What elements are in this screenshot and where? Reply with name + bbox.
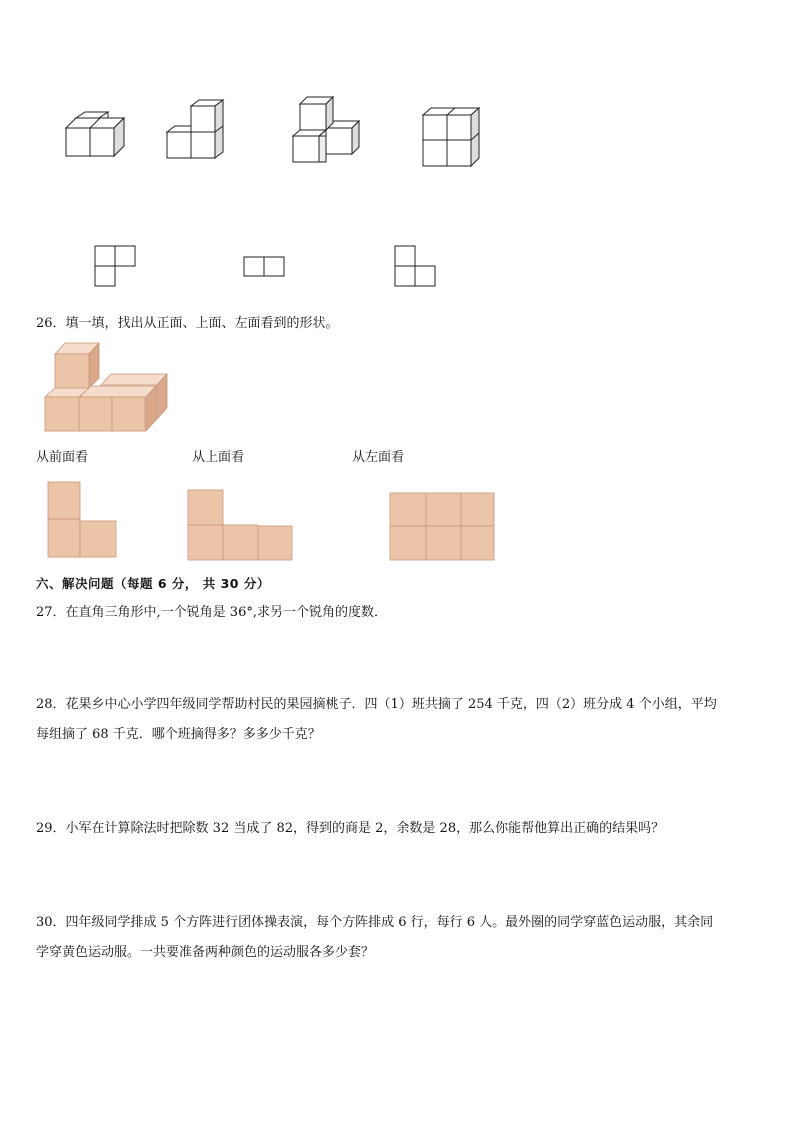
label-left-view: 从左面看	[352, 450, 405, 465]
problem-28-line-2: 每组摘了 68 千克．哪个班摘得多？多多少千克？	[36, 727, 321, 742]
problem-28-line-1: 28．花果乡中心小学四年级同学帮助村民的果园摘桃子．四（1）班共摘了 254 千克，四（2）班分成 4 个小组，平均	[36, 697, 717, 712]
label-top-view: 从上面看	[192, 450, 245, 465]
section-title: 六、解决问题（每题 6 分， 共 30 分）	[36, 576, 270, 591]
problem-30	[36, 908, 758, 968]
label-front-view: 从前面看	[36, 450, 89, 465]
problem-29: 29．小军在计算除法时把除数 32 当成了 82，得到的商是 2，余数是 28，那么你能帮他算出正确的结果吗？	[36, 821, 665, 836]
problem-30-line-2: 学穿黄色运动服。一共要准备两种颜色的运动服各多少套？	[36, 945, 375, 960]
problem-30-line-1: 30．四年级同学排成 5 个方阵进行团体操表演，每个方阵排成 6 行，每行 6 人。最外圈的同学穿蓝色运动服，其余同	[36, 915, 714, 930]
problem-28	[36, 690, 758, 750]
problem-27: 27．在直角三角形中,一个锐角是 36°,求另一个锐角的度数．	[36, 605, 387, 620]
question-26: 26．填一填，找出从正面、上面、左面看到的形状。	[36, 316, 339, 331]
